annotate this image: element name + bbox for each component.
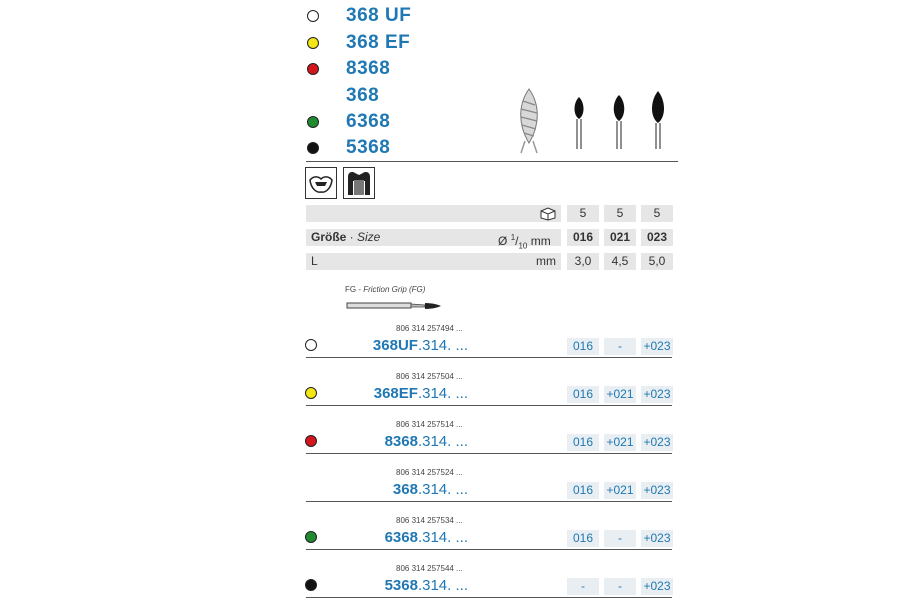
bur-size-021-icon xyxy=(614,95,625,149)
variant-label: 368 xyxy=(346,85,380,106)
variant-label: 8368 xyxy=(346,58,391,79)
row-divider xyxy=(306,453,672,454)
size-value: 023 xyxy=(641,229,673,246)
availability-cell: 016 xyxy=(567,386,599,403)
length-unit: mm xyxy=(536,254,556,268)
product-code: 8368.314. ... xyxy=(384,433,468,450)
article-number: 806 314 257524 ... xyxy=(396,468,463,477)
variant-label: 368 UF xyxy=(346,5,412,26)
availability-cell: 016 xyxy=(567,530,599,547)
package-icon xyxy=(540,206,556,221)
divider xyxy=(306,161,678,162)
row-divider xyxy=(306,357,672,358)
pack-value: 5 xyxy=(641,205,673,222)
diameter-unit: Ø $^1/_{10}$ mm xyxy=(498,233,551,251)
availability-cell: +023 xyxy=(641,338,673,355)
shank-label: FG - Friction Grip (FG) xyxy=(345,285,426,294)
availability-cell: +021 xyxy=(604,482,636,499)
bur-size-023-icon xyxy=(652,91,664,149)
row-divider xyxy=(306,549,672,550)
row-divider xyxy=(306,405,672,406)
product-code: 6368.314. ... xyxy=(384,529,468,546)
length-value: 5,0 xyxy=(641,253,673,270)
product-code: 368.314. ... xyxy=(392,481,468,498)
length-label: L xyxy=(311,254,318,268)
availability-cell: - xyxy=(604,530,636,547)
availability-cell: - xyxy=(604,578,636,595)
variant-dot xyxy=(307,37,319,49)
length-value: 3,0 xyxy=(567,253,599,270)
product-code: 5368.314. ... xyxy=(384,577,468,594)
availability-cell: +021 xyxy=(604,434,636,451)
availability-cell: 016 xyxy=(567,434,599,451)
row-divider xyxy=(306,501,672,502)
variant-dot xyxy=(307,116,319,128)
variant-label: 368 EF xyxy=(346,32,411,53)
crown-preparation-icon xyxy=(305,167,337,199)
tooth-crown-icon xyxy=(343,167,375,199)
availability-cell: - xyxy=(567,578,599,595)
article-number: 806 314 257514 ... xyxy=(396,420,463,429)
article-number: 806 314 257504 ... xyxy=(396,372,463,381)
variant-dot xyxy=(307,63,319,75)
availability-cell: - xyxy=(604,338,636,355)
availability-cell: 016 xyxy=(567,482,599,499)
size-value: 021 xyxy=(604,229,636,246)
size-label: Größe · Size xyxy=(311,230,381,244)
variant-dot xyxy=(307,10,319,22)
availability-cell: +023 xyxy=(641,482,673,499)
row-divider xyxy=(306,597,672,598)
table-row-bg xyxy=(306,205,561,222)
product-code: 368EF.314. ... xyxy=(373,385,468,402)
bur-illustration-icon xyxy=(505,85,690,157)
bur-closeup-icon xyxy=(521,89,538,153)
pack-value: 5 xyxy=(567,205,599,222)
variant-label: 6368 xyxy=(346,111,391,132)
table-row-bg xyxy=(306,253,561,270)
availability-cell: +023 xyxy=(641,578,673,595)
variant-dot xyxy=(307,142,319,154)
article-number: 806 314 257534 ... xyxy=(396,516,463,525)
availability-cell: +023 xyxy=(641,434,673,451)
length-value: 4,5 xyxy=(604,253,636,270)
availability-cell: +021 xyxy=(604,386,636,403)
availability-cell: +023 xyxy=(641,530,673,547)
size-value: 016 xyxy=(567,229,599,246)
bur-size-016-icon xyxy=(575,97,584,149)
availability-cell: 016 xyxy=(567,338,599,355)
variant-label: 5368 xyxy=(346,137,391,158)
article-number: 806 314 257544 ... xyxy=(396,564,463,573)
availability-cell: +023 xyxy=(641,386,673,403)
pack-value: 5 xyxy=(604,205,636,222)
article-number: 806 314 257494 ... xyxy=(396,324,463,333)
fg-shank-bur-icon xyxy=(345,297,445,315)
product-code: 368UF.314. ... xyxy=(372,337,468,354)
